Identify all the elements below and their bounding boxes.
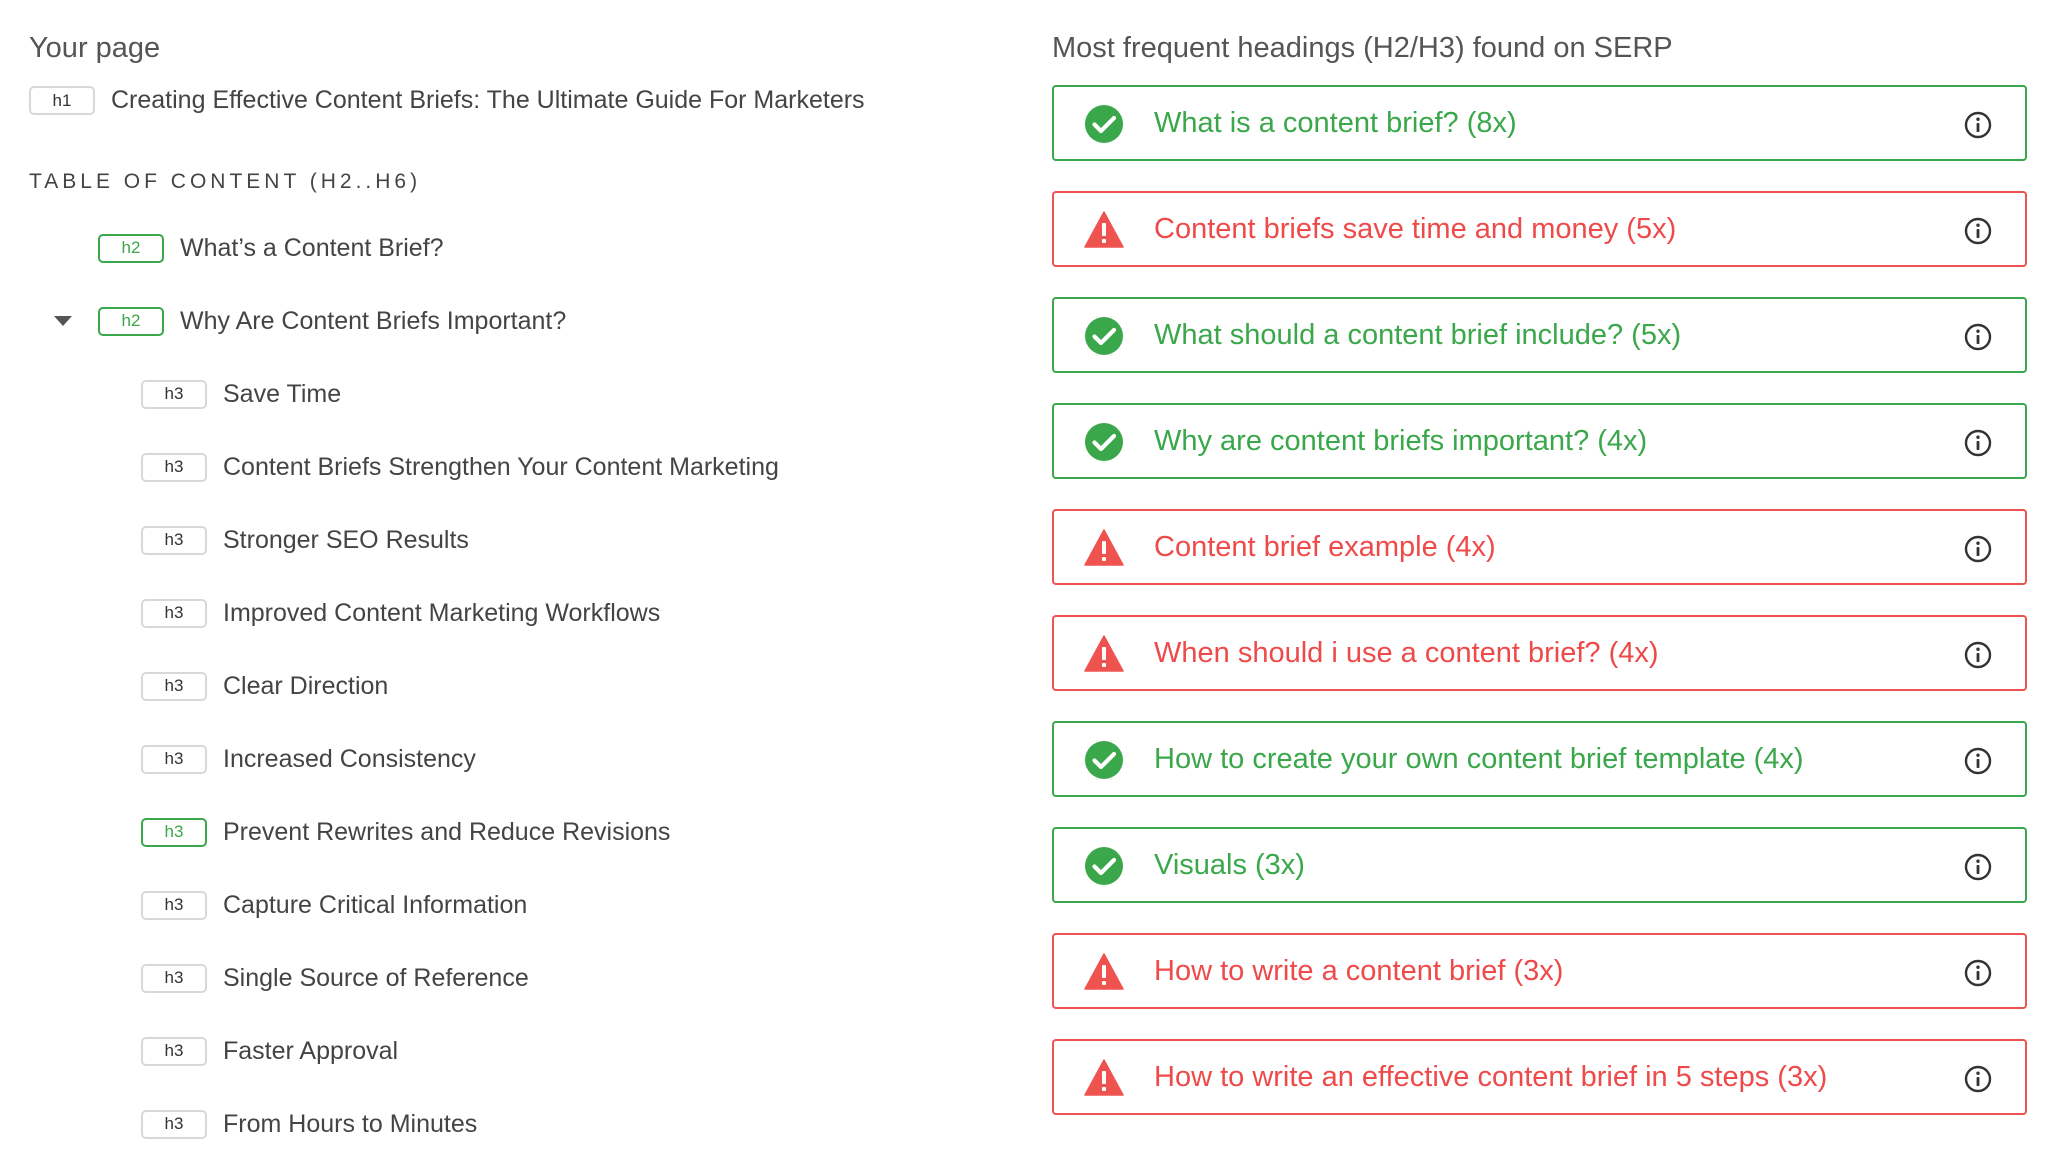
table-of-content-label: TABLE OF CONTENT (H2..H6) xyxy=(29,170,422,193)
serp-heading-card xyxy=(1052,721,2027,797)
serp-heading-card xyxy=(1052,297,2027,373)
serp-heading-text: What should a content brief include? (5x) xyxy=(1154,318,1682,351)
info-icon[interactable] xyxy=(1964,853,1992,881)
serp-heading-text: How to create your own content brief template (4x) xyxy=(1154,742,1804,775)
toc-item-text: Content Briefs Strengthen Your Content Marketing xyxy=(223,452,779,481)
h1-heading-text: Creating Effective Content Briefs: The Ultimate Guide For Marketers xyxy=(111,86,865,114)
serp-heading-card xyxy=(1052,85,2027,161)
toc-item-text: From Hours to Minutes xyxy=(223,1109,478,1138)
heading-tag-h3: h3 xyxy=(141,453,207,482)
heading-tag-h2: h2 xyxy=(98,307,164,336)
heading-tag-h3: h3 xyxy=(141,745,207,774)
warning-triangle-icon xyxy=(1084,210,1124,250)
toc-item xyxy=(141,812,670,852)
serp-heading-card xyxy=(1052,403,2027,479)
heading-tag-h1: h1 xyxy=(29,86,95,115)
h1-heading-row xyxy=(29,86,865,115)
toc-item xyxy=(141,374,341,414)
heading-tag-h3: h3 xyxy=(141,818,207,847)
toc-item xyxy=(141,885,527,925)
toc-item-text: Capture Critical Information xyxy=(223,890,528,919)
toc-item xyxy=(141,447,779,487)
info-icon[interactable] xyxy=(1964,641,1992,669)
serp-heading-card xyxy=(1052,191,2027,267)
info-icon[interactable] xyxy=(1964,429,1992,457)
serp-heading-text: Content briefs save time and money (5x) xyxy=(1154,212,1677,245)
caret-down-icon[interactable] xyxy=(54,316,72,326)
heading-tag-h2: h2 xyxy=(98,234,164,263)
toc-item xyxy=(141,593,660,633)
your-page-title: Your page xyxy=(29,32,161,64)
serp-heading-card xyxy=(1052,615,2027,691)
info-icon[interactable] xyxy=(1964,217,1992,245)
warning-triangle-icon xyxy=(1084,528,1124,568)
toc-item-text: Clear Direction xyxy=(223,671,389,700)
serp-heading-text: Content brief example (4x) xyxy=(1154,530,1496,563)
info-icon[interactable] xyxy=(1964,323,1992,351)
info-icon[interactable] xyxy=(1964,959,1992,987)
toc-item xyxy=(141,520,469,560)
warning-triangle-icon xyxy=(1084,634,1124,674)
toc-item xyxy=(98,228,444,268)
warning-triangle-icon xyxy=(1084,952,1124,992)
info-icon[interactable] xyxy=(1964,111,1992,139)
warning-triangle-icon xyxy=(1084,1058,1124,1098)
toc-item-text: Prevent Rewrites and Reduce Revisions xyxy=(223,817,671,846)
heading-tag-h3: h3 xyxy=(141,964,207,993)
toc-item-text: Faster Approval xyxy=(223,1036,399,1065)
heading-tag-h3: h3 xyxy=(141,599,207,628)
check-circle-icon xyxy=(1084,104,1124,144)
heading-tag-h3: h3 xyxy=(141,1110,207,1139)
toc-item xyxy=(98,301,566,341)
toc-item xyxy=(141,739,476,779)
serp-heading-text: When should i use a content brief? (4x) xyxy=(1154,636,1659,669)
check-circle-icon xyxy=(1084,740,1124,780)
toc-item-text: Increased Consistency xyxy=(223,744,476,773)
serp-heading-card xyxy=(1052,509,2027,585)
heading-tag-h3: h3 xyxy=(141,891,207,920)
serp-heading-text: Visuals (3x) xyxy=(1154,848,1305,881)
heading-tag-h3: h3 xyxy=(141,1037,207,1066)
toc-item-text: Why Are Content Briefs Important? xyxy=(180,306,567,335)
serp-headings-title: Most frequent headings (H2/H3) found on SERP xyxy=(1052,32,1673,64)
toc-item xyxy=(141,1031,398,1071)
serp-heading-text: How to write a content brief (3x) xyxy=(1154,954,1564,987)
info-icon[interactable] xyxy=(1964,747,1992,775)
toc-item-text: Save Time xyxy=(223,379,342,408)
heading-tag-h3: h3 xyxy=(141,380,207,409)
toc-item xyxy=(141,958,529,998)
toc-item xyxy=(141,1104,477,1144)
heading-tag-h3: h3 xyxy=(141,672,207,701)
heading-tag-h3: h3 xyxy=(141,526,207,555)
info-icon[interactable] xyxy=(1964,1065,1992,1093)
check-circle-icon xyxy=(1084,422,1124,462)
toc-item-text: Improved Content Marketing Workflows xyxy=(223,598,661,627)
serp-heading-text: How to write an effective content brief in 5 steps (3x) xyxy=(1154,1060,1828,1093)
serp-heading-card xyxy=(1052,933,2027,1009)
serp-heading-card xyxy=(1052,1039,2027,1115)
serp-heading-card xyxy=(1052,827,2027,903)
serp-heading-text: Why are content briefs important? (4x) xyxy=(1154,424,1648,457)
check-circle-icon xyxy=(1084,316,1124,356)
serp-heading-text: What is a content brief? (8x) xyxy=(1154,106,1517,139)
info-icon[interactable] xyxy=(1964,535,1992,563)
toc-item-text: Stronger SEO Results xyxy=(223,525,469,554)
toc-item-text: Single Source of Reference xyxy=(223,963,529,992)
toc-item xyxy=(141,666,388,706)
toc-item-text: What’s a Content Brief? xyxy=(180,233,444,262)
check-circle-icon xyxy=(1084,846,1124,886)
